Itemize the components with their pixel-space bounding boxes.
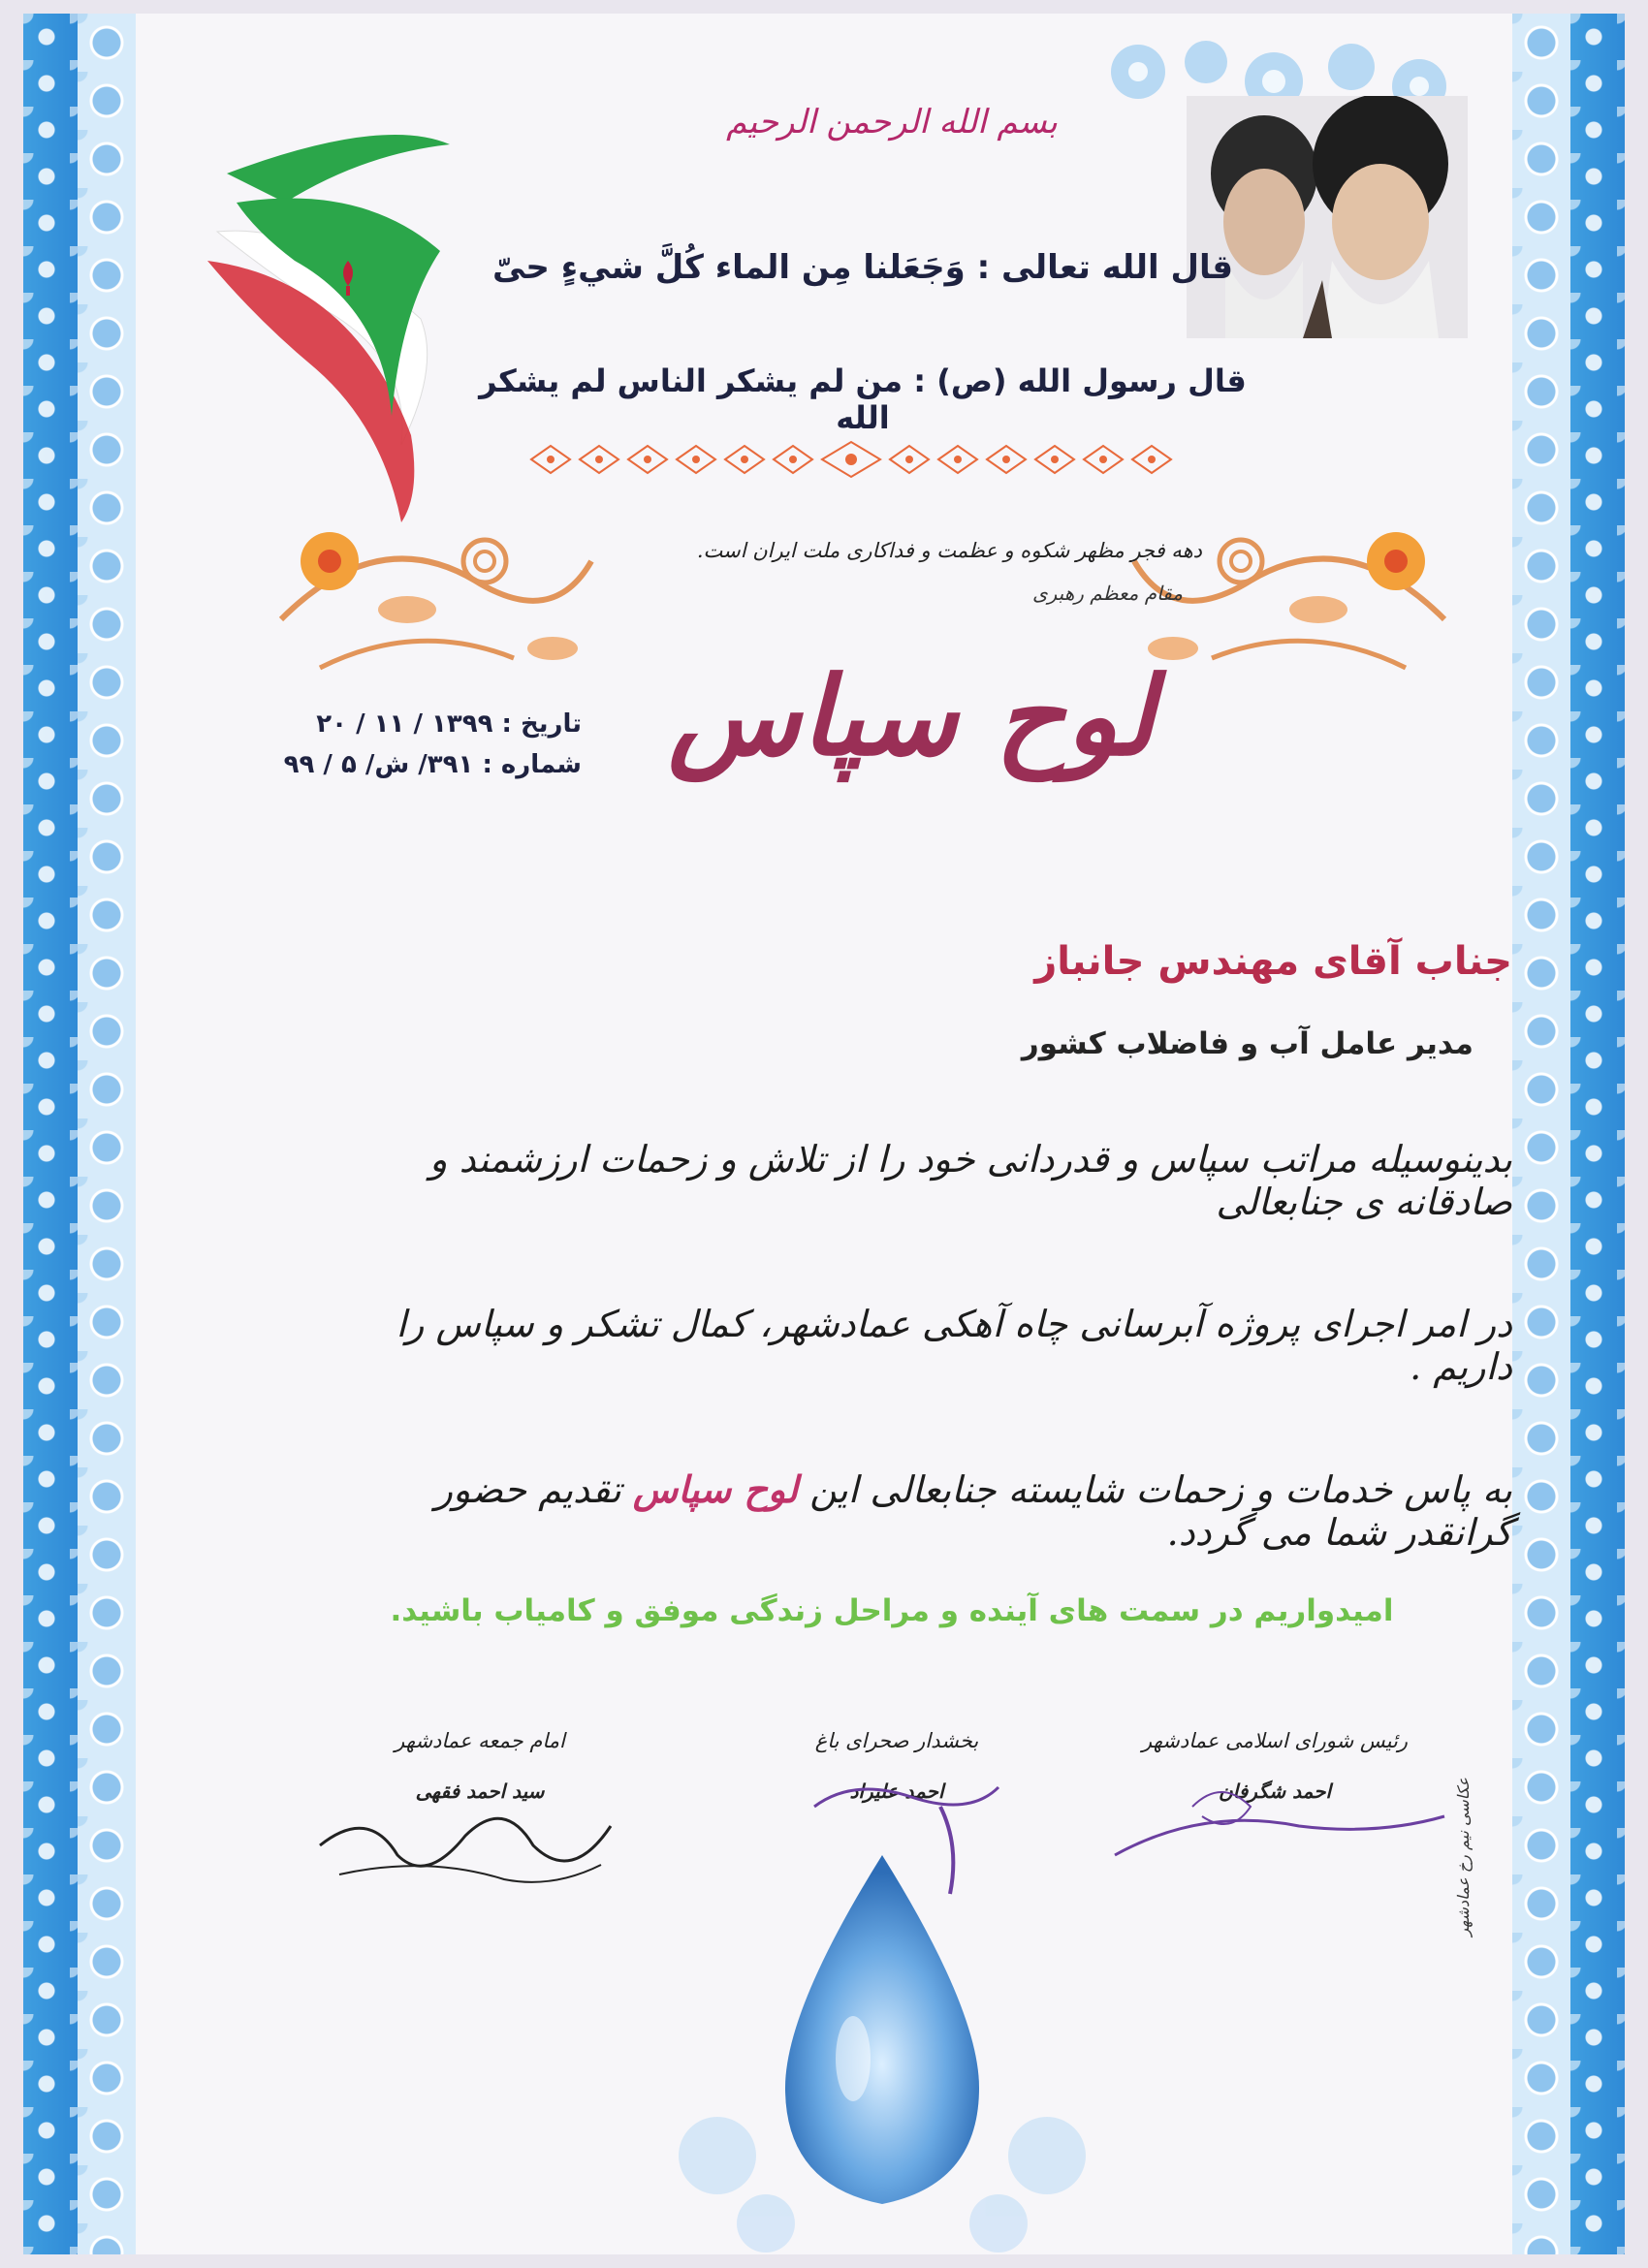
closing-wish: امیدواریم در سمت های آینده و مراحل زندگی موفق و کامیاب باشید. (390, 1593, 1394, 1628)
signature-name: احمد علیزاد (849, 1780, 944, 1803)
hadith-line: قال رسول الله (ص) : من لم یشکر الناس لم یشکر الله (479, 362, 1247, 436)
signature-name: سید احمد فقهی (415, 1780, 545, 1803)
handwritten-signature-right (1105, 1778, 1454, 1874)
recipient-position: مدیر عامل آب و فاضلاب کشور (1021, 1026, 1474, 1061)
right-lace-border (1512, 14, 1570, 2254)
handwritten-signature-left (310, 1787, 620, 1894)
leader-quote: دهه فجر مظهر شکوه و عظمت و فداکاری ملت ایران است. (696, 539, 1202, 562)
document-meta (262, 704, 582, 785)
photo-credit: عکاسی نیم رخ عمادشهر (1454, 1778, 1473, 1937)
signature-title: بخشدار صحرای باغ (814, 1729, 979, 1752)
signature-name: احمد شگرفان (1218, 1780, 1332, 1803)
body-line-3-start: به پاس خدمات و زحمات شایسته جنابعالی این (809, 1468, 1512, 1511)
left-floral-ornament (262, 503, 611, 697)
right-blue-border (1570, 14, 1625, 2254)
diamond-chain-ornament (522, 440, 1200, 479)
body-line-3-highlight: لوح سپاس (632, 1467, 799, 1511)
body-line-1: بدینوسیله مراتب سپاس و قدردانی خود را از تلاش و زحمات ارزشمند و صادقانه ی جنابعالی (429, 1138, 1512, 1223)
document-number: شماره : ۳۹۱/ ش/ ۵ / ۹۹ (283, 750, 582, 779)
signature-title: امام جمعه عمادشهر (395, 1729, 565, 1752)
left-lace-border (78, 14, 136, 2254)
quran-verse: قال الله تعالی : وَجَعَلنا مِن الماء كُلَّ شيءٍ حیّ (491, 248, 1234, 287)
certificate-title: لوح سپاس (668, 653, 1155, 780)
recipient-name: جناب آقای مهندس جانباز (1034, 939, 1512, 984)
quote-source: مقام معظم رهبری (1031, 582, 1183, 605)
body-line-3 (310, 1467, 1512, 1554)
signature-title: رئیس شورای اسلامی عمادشهر (1142, 1729, 1408, 1752)
certificate-sheet (23, 14, 1625, 2254)
document-date: تاریخ : ۱۳۹۹ / ۱۱ / ۲۰ (316, 709, 582, 739)
left-blue-border (23, 14, 78, 2254)
water-drop-emblem (659, 1836, 1105, 2262)
body-line-3-end: تقدیم حضور گرانقدر شما می گردد. (434, 1468, 1512, 1554)
body-line-2: در امر اجرای پروژه آبرسانی چاه آهکی عمادشهر، کمال تشکر و سپاس را داریم . (396, 1303, 1512, 1388)
bismillah-heading: بسم الله الرحمن الرحیم (726, 103, 1058, 142)
